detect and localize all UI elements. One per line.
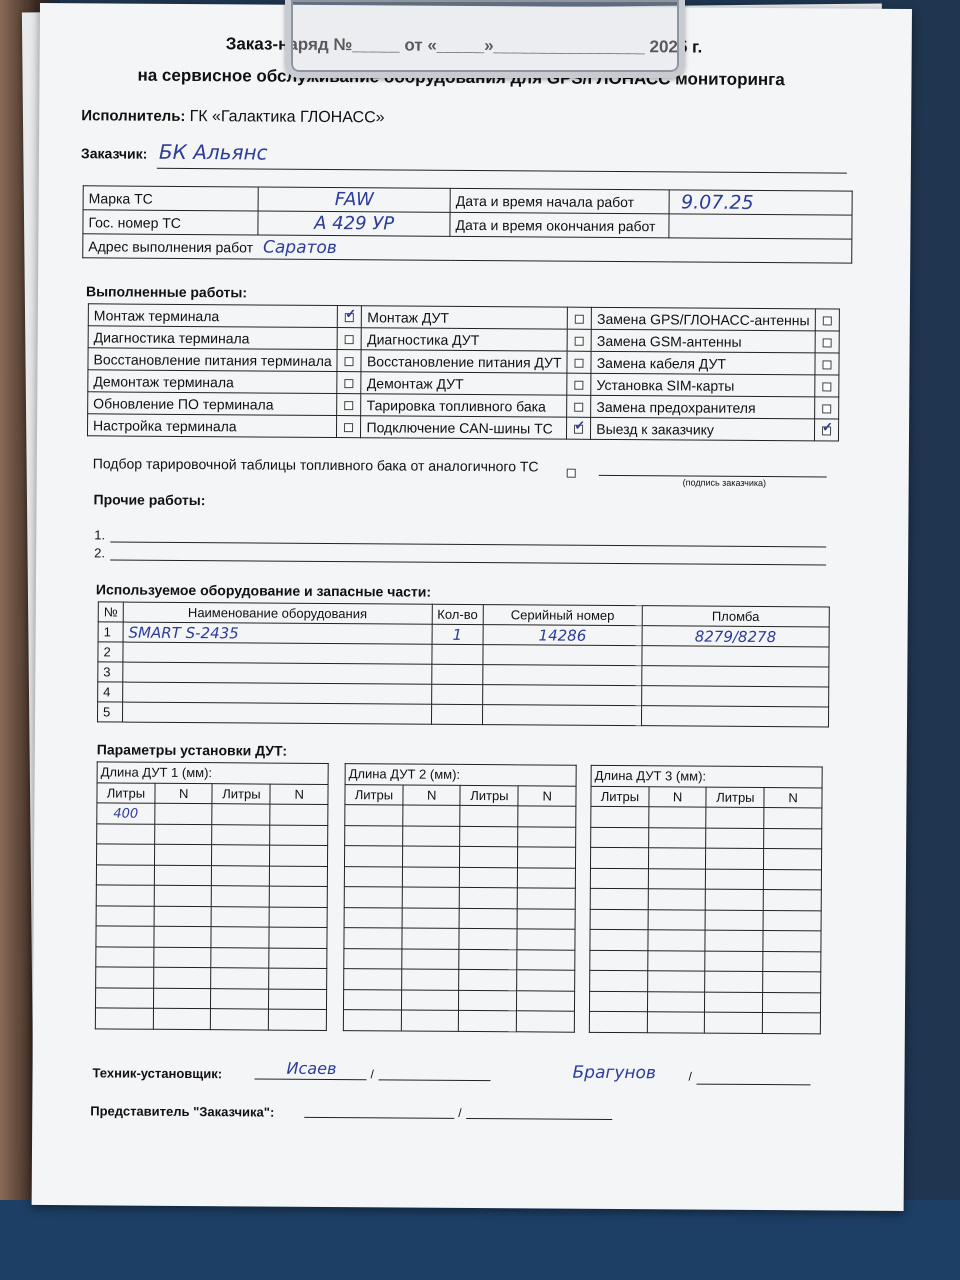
works-heading: Выполненные работы: xyxy=(85,283,248,301)
work-label: Тарировка топливного бака xyxy=(361,394,567,417)
start-label: Дата и время начала работ xyxy=(450,188,669,214)
dut-cell[interactable] xyxy=(344,969,402,990)
contractor-value: ГК «Галактика ГЛОНАСС» xyxy=(189,108,385,127)
dut-cell[interactable] xyxy=(705,951,763,972)
dut-column-header: Литры xyxy=(460,785,518,806)
dut-cell[interactable] xyxy=(269,927,327,948)
representative-label: Представитель "Заказчика": xyxy=(90,1103,275,1120)
dut-cell[interactable] xyxy=(211,947,269,968)
dut-row xyxy=(589,1011,820,1033)
dut-row xyxy=(95,987,326,1009)
dut-cell[interactable] xyxy=(764,828,822,849)
brand-value[interactable]: FAW xyxy=(334,189,374,211)
dut-cell[interactable] xyxy=(211,1009,269,1030)
work-order-sheet: Заказ-наряд №_____ от «_____»________________ 2025 г. на сервисное обслуживание оборудования для GPS/ГЛОНАСС мониторинга Исполнитель: ГК «Галактика ГЛОНАСС» Заказчик: БК Альянс Марка ТС FAW Дата и время начала работ 9.07.25 Гос. номер ТС А 429 УР Дата и время окончания работ Адрес выполнения работ Саратов Выполненные работы: Монтаж терминала ✓ Монтаж ДУТ Замена GPS/ГЛОНАСС-антенны Диагностика терминала Диагностика ДУТ Замена GSM-антенны Восстановление питания терминала Восстановление питания ДУТ Замена кабеля ДУТ Демонтаж терминала Демонтаж ДУТ Установка SIM-карты Обновление ПО терминала Тарировка топливного бака Замена предохранителя Настройка терминала Подключение CAN-шины ТС ✓ Выезд к заказчику ✓ Подбор тарировочной таблицы топливного бака от аналогичного ТС (подпись заказчика) Прочие работы: 1. 2. Используемое оборудование и запасные части: № Наименование оборудования Кол-во Серийный номер Пломба 1 SMART S-2435 1 14286 8279/8278 2 3 4 5 Параметры установки ДУТ: Длина ДУТ 1 (мм): Литры N Литры N 400 Длина ДУТ 2 (мм): Литры N Литры N Длина ДУТ 3 (мм): Литры N Литры N Техник-установщик: Исаев / Брагунов / Представитель "Заказчика": / xyxy=(32,3,912,1211)
dut-cell[interactable] xyxy=(402,949,460,970)
dut-cell[interactable] xyxy=(590,929,648,950)
dut-row xyxy=(343,989,574,1011)
work-checkbox[interactable] xyxy=(822,404,831,413)
dut-cell[interactable] xyxy=(763,910,821,931)
dut-column-header: N xyxy=(649,786,707,807)
dut-cell[interactable] xyxy=(95,1008,153,1029)
dut-cell[interactable] xyxy=(96,905,154,926)
dut-row xyxy=(590,950,821,972)
dut-column-header: Литры xyxy=(212,783,270,804)
dut-cell[interactable] xyxy=(764,890,822,911)
dut-column-header: Литры xyxy=(97,782,155,803)
dut-cell[interactable] xyxy=(270,886,328,907)
dut-cell[interactable] xyxy=(343,1010,401,1031)
work-label: Диагностика терминала xyxy=(88,326,338,350)
dut-cell[interactable] xyxy=(705,992,763,1013)
dut-cell[interactable] xyxy=(96,885,154,906)
equipment-cell-name[interactable] xyxy=(123,642,432,664)
dut-column-header: N xyxy=(155,783,213,804)
work-label: Обновление ПО терминала xyxy=(88,392,338,416)
dut-cell[interactable] xyxy=(706,848,764,869)
dut-title: Длина ДУТ 3 (мм): xyxy=(591,765,822,787)
equipment-cell-qty[interactable] xyxy=(431,664,483,684)
title-line-2: на сервисное обслуживание оборудования для GPS/ГЛОНАСС мониторинга xyxy=(137,65,785,90)
dut-cell[interactable] xyxy=(460,867,518,888)
dut-column-header: Литры xyxy=(706,787,764,808)
work-checkbox[interactable] xyxy=(345,357,354,366)
dut-row xyxy=(344,969,575,991)
dut-cell[interactable] xyxy=(705,930,763,951)
dut-table-1 xyxy=(95,761,329,1030)
dut-row xyxy=(97,803,328,825)
equipment-column-header: № xyxy=(98,602,123,622)
dut-cell[interactable] xyxy=(648,848,706,869)
dut-row xyxy=(344,948,575,970)
dut-cell[interactable] xyxy=(517,949,575,970)
dut-row xyxy=(96,885,327,907)
equipment-value-n: 2 xyxy=(103,644,111,660)
dut-cell[interactable] xyxy=(343,989,401,1010)
equipment-row xyxy=(97,702,828,727)
dut-cell[interactable] xyxy=(211,927,269,948)
dut-cell[interactable] xyxy=(648,889,706,910)
equipment-cell-seal[interactable] xyxy=(641,666,828,687)
work-checkbox[interactable] xyxy=(822,426,831,435)
dut-cell[interactable] xyxy=(401,990,459,1011)
equipment-cell-qty[interactable] xyxy=(431,644,483,664)
dut-cell[interactable] xyxy=(648,930,706,951)
dut-column-header: N xyxy=(764,787,822,808)
dut-column-header: N xyxy=(518,785,576,806)
dut-cell[interactable] xyxy=(706,869,764,890)
work-checkbox[interactable] xyxy=(823,316,832,325)
equipment-value-qty: 1 xyxy=(452,625,463,644)
work-checkbox[interactable] xyxy=(574,424,583,433)
dut-cell[interactable] xyxy=(402,846,460,867)
work-label: Монтаж ДУТ xyxy=(362,306,568,329)
clipboard-clip xyxy=(285,0,685,78)
dut-cell[interactable] xyxy=(763,1013,821,1034)
dut-column-header: Литры xyxy=(591,786,649,807)
dut-cell[interactable] xyxy=(706,910,764,931)
equipment-cell-qty[interactable] xyxy=(431,684,483,704)
dut-cell[interactable] xyxy=(517,970,575,991)
tariff-checkbox[interactable] xyxy=(567,469,576,478)
work-checkbox[interactable] xyxy=(575,314,584,323)
dut-cell[interactable] xyxy=(403,826,461,847)
equipment-cell-n xyxy=(97,702,122,722)
dut-cell[interactable] xyxy=(402,887,460,908)
other-works-heading: Прочие работы: xyxy=(93,491,206,509)
dut-cell[interactable] xyxy=(269,1009,327,1030)
dut-cell[interactable] xyxy=(590,970,648,991)
dut-cell[interactable] xyxy=(763,992,821,1013)
work-checkbox[interactable] xyxy=(345,401,354,410)
dut-cell[interactable] xyxy=(96,926,154,947)
dut-cell[interactable] xyxy=(705,971,763,992)
work-label: Выезд к заказчику xyxy=(591,417,815,441)
work-label: Замена предохранителя xyxy=(591,395,815,419)
equipment-cell-qty[interactable] xyxy=(431,704,483,724)
dut-cell[interactable] xyxy=(459,990,517,1011)
dut-row xyxy=(591,827,822,849)
dut-cell[interactable] xyxy=(589,1011,647,1032)
vehicle-table xyxy=(82,185,852,263)
dut-cell[interactable] xyxy=(270,804,328,825)
dut-cell[interactable] xyxy=(154,906,212,927)
dut-cell[interactable] xyxy=(763,951,821,972)
dut-cell[interactable] xyxy=(648,909,706,930)
dut-cell[interactable] xyxy=(590,950,648,971)
dut-cell[interactable] xyxy=(344,887,402,908)
dut-cell[interactable] xyxy=(459,949,517,970)
equipment-value-n: 5 xyxy=(103,704,111,720)
dut-row xyxy=(96,864,327,886)
dut-cell[interactable] xyxy=(344,928,402,949)
dut-cell[interactable] xyxy=(590,888,648,909)
dut-cell[interactable] xyxy=(460,805,518,826)
equipment-value-n: 3 xyxy=(103,664,111,680)
dut-cell[interactable] xyxy=(460,846,518,867)
dut-row xyxy=(590,909,821,931)
dut-column-header: N xyxy=(403,785,461,806)
dut-table-3 xyxy=(589,765,823,1034)
equipment-cell-name[interactable] xyxy=(122,702,431,724)
dut-cell[interactable] xyxy=(706,889,764,910)
dut-cell[interactable] xyxy=(269,968,327,989)
equipment-cell-name[interactable] xyxy=(123,662,432,684)
dut-cell[interactable] xyxy=(649,827,707,848)
equipment-column-header: Наименование оборудования xyxy=(123,602,432,624)
work-checkbox[interactable] xyxy=(345,313,354,322)
equipment-heading: Используемое оборудование и запасные части: xyxy=(95,581,432,600)
equipment-value-n: 4 xyxy=(103,684,111,700)
work-checkbox[interactable] xyxy=(575,358,584,367)
tariff-label: Подбор тарировочной таблицы топливного бака от аналогичного ТС xyxy=(92,455,539,475)
equipment-cell-n xyxy=(98,662,123,682)
dut-cell[interactable] xyxy=(517,990,575,1011)
dut-cell[interactable] xyxy=(96,946,154,967)
dut-row xyxy=(96,926,327,948)
dut-cell[interactable] xyxy=(345,825,403,846)
equipment-cell-seal[interactable] xyxy=(642,626,829,647)
work-checkbox[interactable] xyxy=(823,338,832,347)
dut-row xyxy=(344,846,575,868)
work-checkbox[interactable] xyxy=(345,423,354,432)
plate-value[interactable]: А 429 УР xyxy=(314,212,395,235)
work-label: Настройка терминала xyxy=(87,414,337,438)
work-label: Демонтаж ДУТ xyxy=(361,372,567,395)
dut-cell[interactable] xyxy=(705,1012,763,1033)
equipment-value-serial: 14286 xyxy=(538,625,587,645)
dut-cell[interactable] xyxy=(270,845,328,866)
dut-cell[interactable] xyxy=(97,823,155,844)
equipment-cell-serial[interactable] xyxy=(483,645,642,666)
dut-cell[interactable] xyxy=(344,907,402,928)
dut-cell[interactable] xyxy=(269,948,327,969)
equipment-cell-serial[interactable] xyxy=(483,625,642,646)
dut-cell[interactable] xyxy=(154,865,212,886)
dut-cell[interactable] xyxy=(154,885,212,906)
equipment-column-header: Кол-во xyxy=(432,604,484,624)
dut-cell[interactable] xyxy=(460,887,518,908)
address-value[interactable]: Саратов xyxy=(262,237,337,258)
work-label: Замена GPS/ГЛОНАСС-антенны xyxy=(591,307,815,331)
dut-cell[interactable] xyxy=(344,846,402,867)
dut-cell[interactable] xyxy=(212,886,270,907)
dut-cell[interactable] xyxy=(459,928,517,949)
dut-cell[interactable] xyxy=(648,868,706,889)
dut-title: Длина ДУТ 2 (мм): xyxy=(345,764,576,786)
dut-cell[interactable] xyxy=(764,808,822,829)
dut-cell[interactable] xyxy=(97,803,155,824)
dut-row xyxy=(96,905,327,927)
dut-cell[interactable] xyxy=(589,991,647,1012)
dut-row xyxy=(345,805,576,827)
work-label: Монтаж терминала xyxy=(88,304,338,328)
work-label: Замена кабеля ДУТ xyxy=(591,351,815,375)
works-row xyxy=(87,414,838,441)
contractor-label: Исполнитель: xyxy=(81,107,186,125)
dut-first-value: 400 xyxy=(113,806,139,822)
dut-cell[interactable] xyxy=(517,908,575,929)
dut-cell[interactable] xyxy=(269,989,327,1010)
dut-cell[interactable] xyxy=(518,826,576,847)
dut-cell[interactable] xyxy=(648,971,706,992)
dut-cell[interactable] xyxy=(402,867,460,888)
brand-label: Марка ТС xyxy=(83,186,258,211)
dut-cell[interactable] xyxy=(154,967,212,988)
dut-column-header: N xyxy=(270,784,328,805)
dut-cell[interactable] xyxy=(706,828,764,849)
dut-row xyxy=(344,907,575,929)
dut-table-2 xyxy=(343,763,577,1032)
dut-heading: Параметры установки ДУТ: xyxy=(96,741,288,759)
dut-cell[interactable] xyxy=(517,1011,575,1032)
dut-column-header: Литры xyxy=(345,784,403,805)
equipment-value-name: SMART S-2435 xyxy=(128,623,239,642)
work-checkbox[interactable] xyxy=(822,382,831,391)
dut-cell[interactable] xyxy=(270,866,328,887)
work-label: Замена GSM-антенны xyxy=(591,329,815,353)
dut-row xyxy=(344,928,575,950)
dut-cell[interactable] xyxy=(96,844,154,865)
dut-row xyxy=(96,967,327,989)
work-checkbox[interactable] xyxy=(345,379,354,388)
dut-cell[interactable] xyxy=(460,908,518,929)
dut-row xyxy=(95,1008,326,1030)
equipment-cell-seal[interactable] xyxy=(642,646,829,667)
dut-cell[interactable] xyxy=(460,826,518,847)
equipment-cell-name[interactable] xyxy=(123,682,432,704)
dut-cell[interactable] xyxy=(401,1010,459,1031)
work-checkbox[interactable] xyxy=(574,402,583,411)
dut-title: Длина ДУТ 1 (мм): xyxy=(97,762,328,784)
dut-cell[interactable] xyxy=(517,929,575,950)
dut-cell[interactable] xyxy=(763,972,821,993)
dut-row xyxy=(344,887,575,909)
other-work-1: 1. xyxy=(94,527,106,543)
work-checkbox[interactable] xyxy=(575,336,584,345)
dut-row xyxy=(96,946,327,968)
dut-cell[interactable] xyxy=(403,805,461,826)
dut-cell[interactable] xyxy=(154,947,212,968)
dut-cell[interactable] xyxy=(590,847,648,868)
customer-value[interactable]: БК Альянс xyxy=(158,139,268,165)
dut-row xyxy=(589,991,820,1013)
customer-signature-caption: (подпись заказчика) xyxy=(682,477,767,489)
technician-label: Техник-установщик: xyxy=(92,1065,223,1082)
dut-cell[interactable] xyxy=(591,806,649,827)
dut-cell[interactable] xyxy=(96,967,154,988)
technician-signature[interactable]: Брагунов xyxy=(572,1062,657,1084)
dut-cell[interactable] xyxy=(649,807,707,828)
equipment-cell-seal[interactable] xyxy=(641,706,828,727)
dut-cell[interactable] xyxy=(764,869,822,890)
dut-row xyxy=(345,825,576,847)
equipment-cell-n xyxy=(98,622,123,642)
other-work-2: 2. xyxy=(94,545,106,561)
works-table xyxy=(87,303,840,441)
dut-cell[interactable] xyxy=(212,906,270,927)
dut-row xyxy=(344,866,575,888)
dut-cell[interactable] xyxy=(648,950,706,971)
work-checkbox[interactable] xyxy=(575,380,584,389)
dut-cell[interactable] xyxy=(155,803,213,824)
equipment-value-seal: 8279/8278 xyxy=(694,627,777,646)
dut-cell[interactable] xyxy=(590,868,648,889)
dut-cell[interactable] xyxy=(518,888,576,909)
customer-label: Заказчик: xyxy=(80,145,148,162)
dut-cell[interactable] xyxy=(518,867,576,888)
dut-cell[interactable] xyxy=(96,864,154,885)
dut-row xyxy=(96,844,327,866)
equipment-column-header: Пломба xyxy=(642,606,829,627)
work-label: Восстановление питания терминала xyxy=(88,348,338,372)
dut-cell[interactable] xyxy=(154,926,212,947)
contractor-row xyxy=(81,107,384,127)
work-label: Диагностика ДУТ xyxy=(362,328,568,351)
dut-row xyxy=(590,970,821,992)
dut-cell[interactable] xyxy=(591,827,649,848)
dut-cell[interactable] xyxy=(344,948,402,969)
dut-row xyxy=(97,823,328,845)
dut-cell[interactable] xyxy=(211,988,269,1009)
equipment-cell-n xyxy=(98,642,123,662)
dut-cell[interactable] xyxy=(459,1010,517,1031)
dut-cell[interactable] xyxy=(95,987,153,1008)
address-label: Адрес выполнения работ xyxy=(83,234,258,259)
dut-row xyxy=(590,929,821,951)
dut-row xyxy=(343,1010,574,1032)
dut-cell[interactable] xyxy=(154,844,212,865)
dut-cell[interactable] xyxy=(518,847,576,868)
dut-cell[interactable] xyxy=(269,907,327,928)
work-label: Установка SIM-карты xyxy=(591,373,815,397)
dut-cell[interactable] xyxy=(345,805,403,826)
dut-cell[interactable] xyxy=(153,1008,211,1029)
title-line-1: Заказ-наряд №_____ от «_____»________________ 2025 г. xyxy=(225,34,703,57)
dut-cell[interactable] xyxy=(211,968,269,989)
work-checkbox[interactable] xyxy=(345,335,354,344)
dut-cell[interactable] xyxy=(706,807,764,828)
end-label: Дата и время окончания работ xyxy=(450,212,669,238)
work-label: Восстановление питания ДУТ xyxy=(361,350,567,373)
equipment-value-n: 1 xyxy=(103,624,111,640)
dut-cell[interactable] xyxy=(763,931,821,952)
start-value[interactable]: 9.07.25 xyxy=(680,190,754,214)
equipment-cell-serial[interactable] xyxy=(483,665,642,686)
work-label: Демонтаж терминала xyxy=(88,370,338,394)
clipboard-bottom xyxy=(0,1200,960,1280)
equipment-table xyxy=(97,601,830,727)
equipment-cell-serial[interactable] xyxy=(483,685,642,706)
dut-cell[interactable] xyxy=(402,908,460,929)
technician-name[interactable]: Исаев xyxy=(286,1058,337,1079)
end-value[interactable] xyxy=(669,214,852,239)
dut-cell[interactable] xyxy=(212,865,270,886)
dut-row xyxy=(591,806,822,828)
dut-cell[interactable] xyxy=(518,806,576,827)
dut-cell[interactable] xyxy=(647,991,705,1012)
dut-cell[interactable] xyxy=(155,824,213,845)
dut-cell[interactable] xyxy=(212,845,270,866)
equipment-cell-qty[interactable] xyxy=(432,624,484,644)
dut-cell[interactable] xyxy=(647,1012,705,1033)
work-label: Подключение CAN-шины ТС xyxy=(361,416,567,439)
dut-row xyxy=(590,888,821,910)
dut-cell[interactable] xyxy=(590,909,648,930)
dut-row xyxy=(590,868,821,890)
equipment-cell-name[interactable] xyxy=(123,622,432,644)
plate-label: Гос. номер ТС xyxy=(83,210,258,235)
dut-cell[interactable] xyxy=(212,824,270,845)
equipment-column-header: Серийный номер xyxy=(483,605,642,626)
equipment-cell-serial[interactable] xyxy=(482,705,641,726)
dut-row xyxy=(590,847,821,869)
dut-cell[interactable] xyxy=(270,825,328,846)
dut-cell[interactable] xyxy=(459,969,517,990)
dut-cell[interactable] xyxy=(764,849,822,870)
dut-cell[interactable] xyxy=(402,969,460,990)
work-checkbox[interactable] xyxy=(822,360,831,369)
dut-cell[interactable] xyxy=(153,988,211,1009)
dut-cell[interactable] xyxy=(402,928,460,949)
dut-cell[interactable] xyxy=(212,804,270,825)
equipment-cell-seal[interactable] xyxy=(641,686,828,707)
dut-cell[interactable] xyxy=(344,866,402,887)
equipment-cell-n xyxy=(98,682,123,702)
